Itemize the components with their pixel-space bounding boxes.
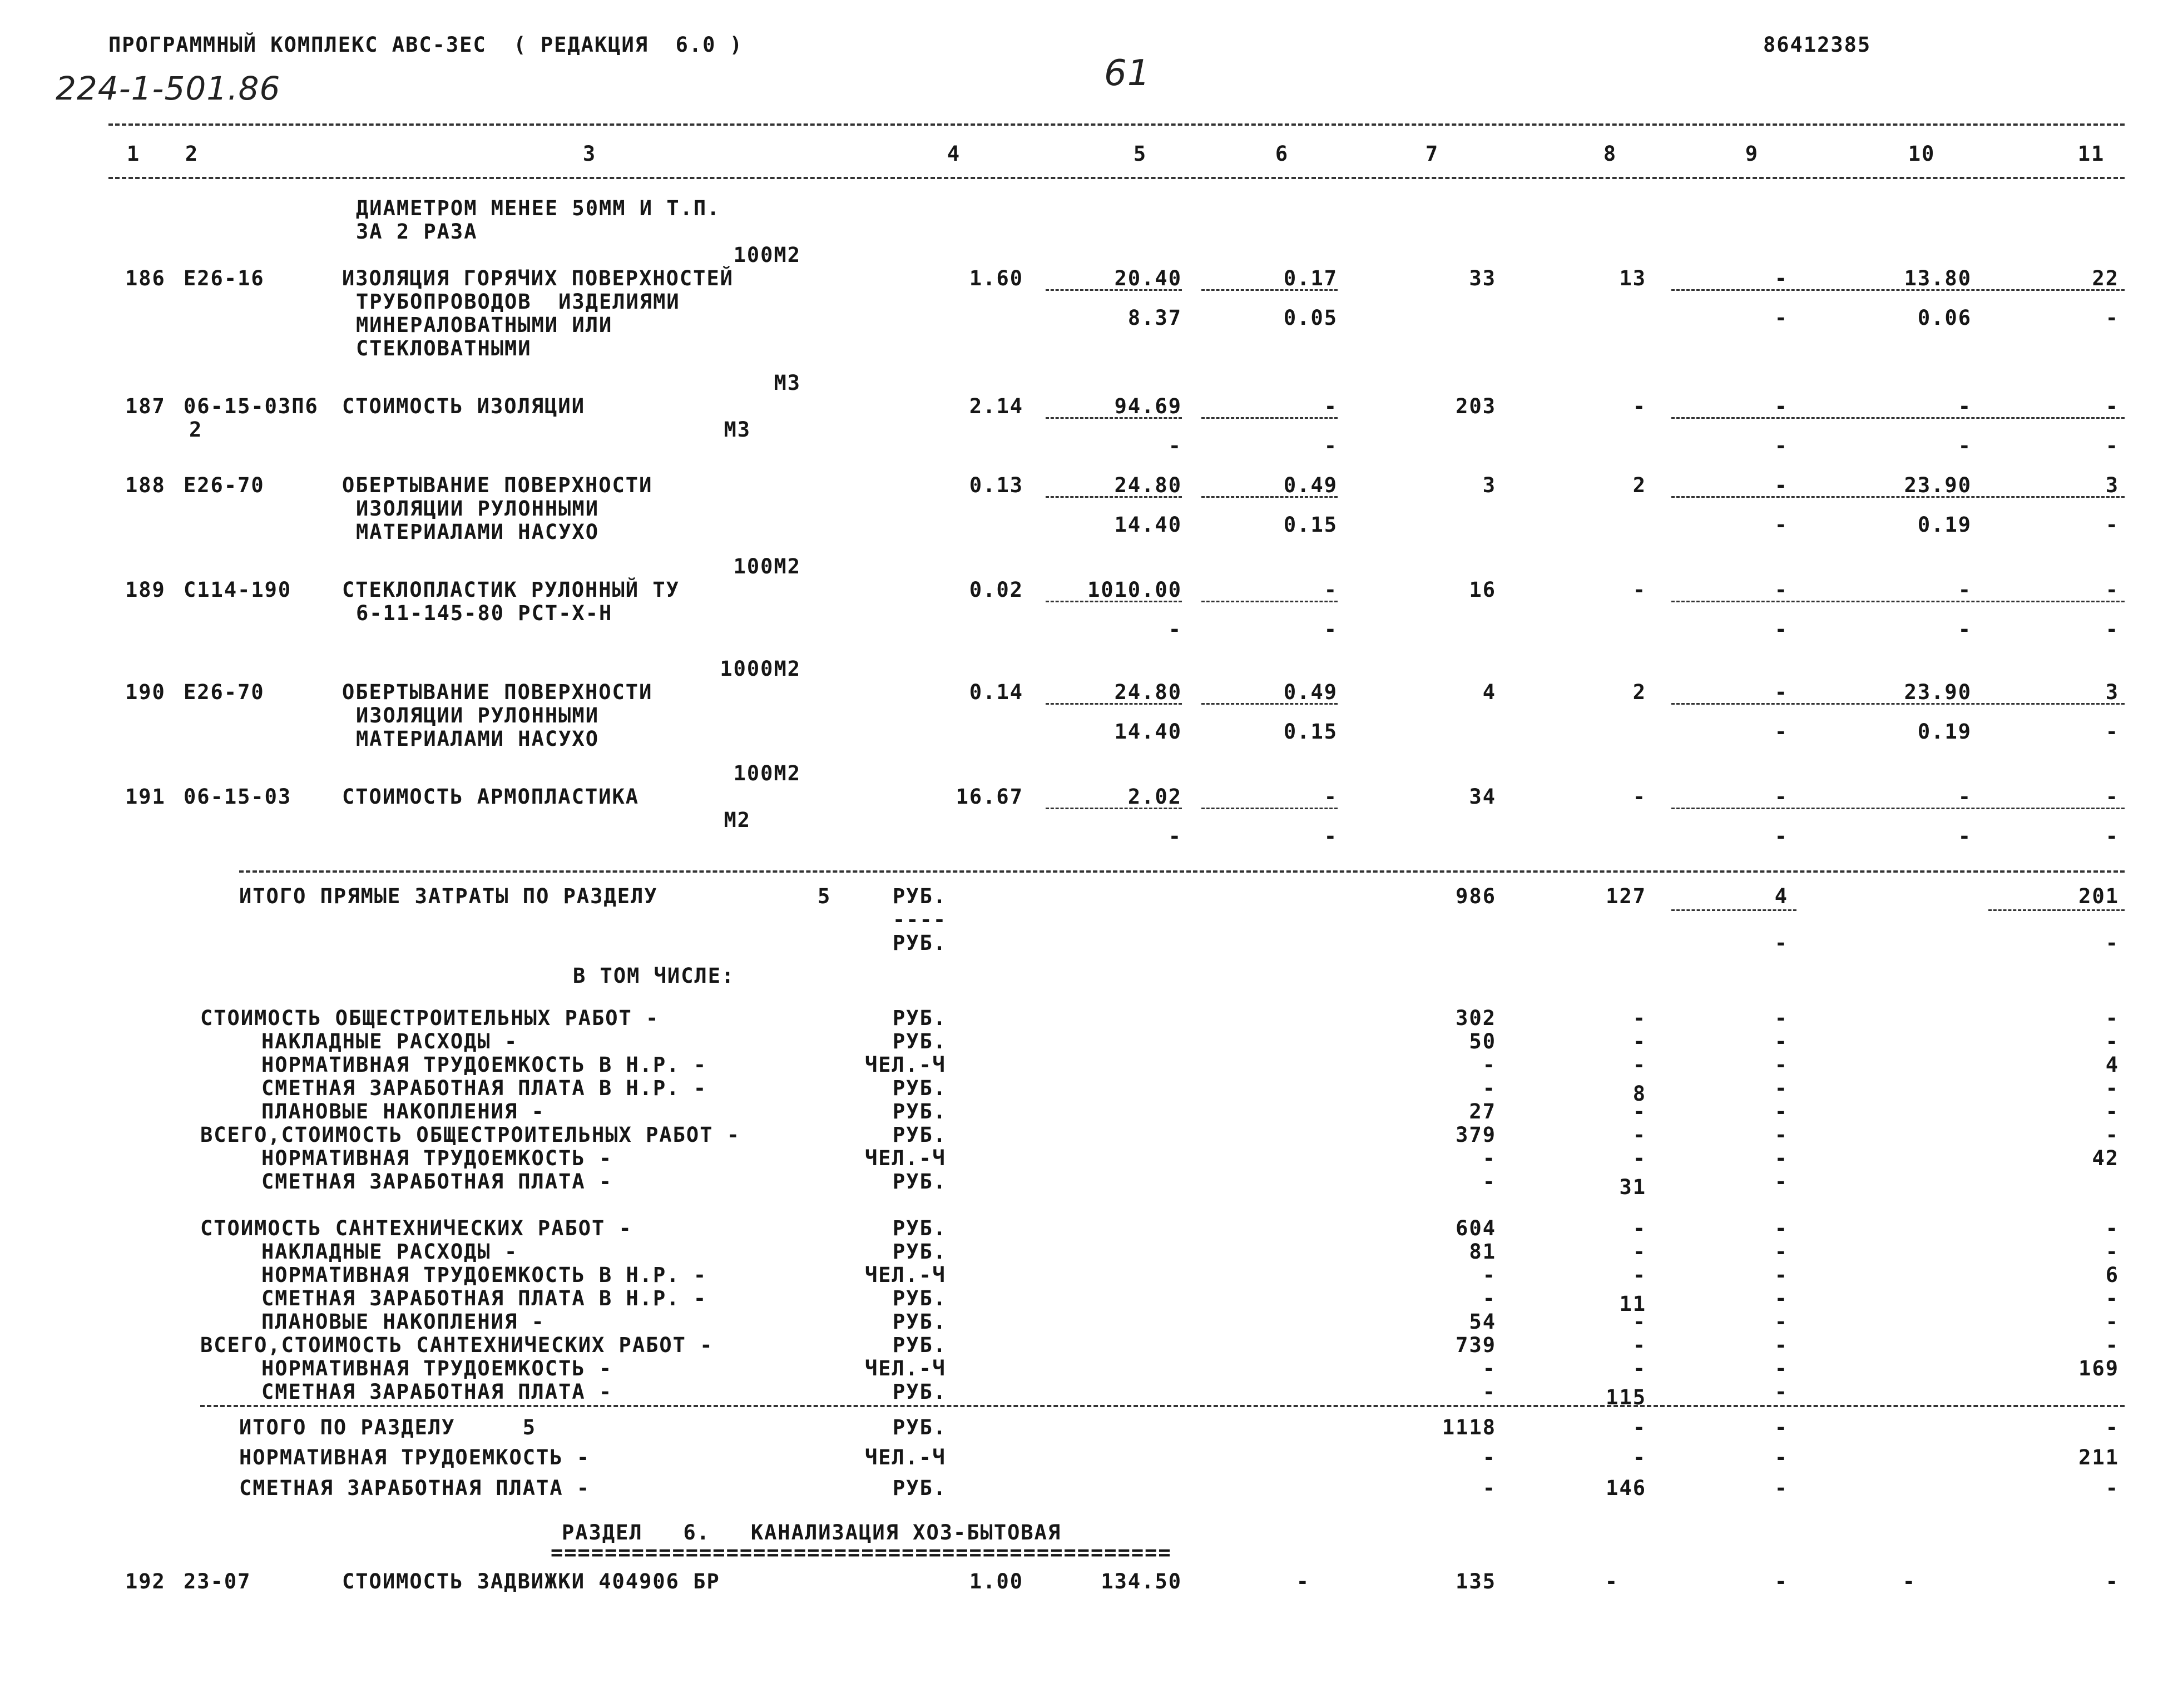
item-quantity: 0.02 — [969, 577, 1023, 602]
breakdown-col8: - — [1632, 1216, 1646, 1240]
item-number: 189 — [125, 577, 166, 602]
item-col6: - — [1296, 1570, 1310, 1593]
direct-total-col11-sub: - — [2105, 931, 2119, 956]
description-continued: ЗА 2 РАЗА — [356, 220, 478, 244]
item-number: 191 — [125, 784, 166, 809]
item-col5-sub: - — [1168, 824, 1182, 848]
item-col10: 23.90 — [1904, 473, 1972, 497]
item-subrule-right — [1671, 703, 2125, 705]
column-header-5: 5 — [1133, 142, 1147, 166]
item-quantity: 0.14 — [969, 680, 1023, 704]
breakdown-col9: - — [1774, 1356, 1788, 1380]
header-top-rule — [108, 123, 2125, 126]
item-quantity: 16.67 — [956, 784, 1023, 809]
breakdown-col8: - — [1632, 1029, 1646, 1053]
item-subrule-left — [1046, 496, 1182, 498]
item-col7: 135 — [1456, 1570, 1496, 1593]
section-total-col11: - — [2105, 1476, 2119, 1500]
item-description: СТЕКЛОВАТНЫМИ — [356, 336, 532, 360]
breakdown-col8: - — [1632, 1099, 1646, 1123]
item-col5-sub: - — [1168, 617, 1182, 642]
column-header-6: 6 — [1275, 142, 1289, 166]
breakdown-label: НОРМАТИВНАЯ ТРУДОЕМКОСТЬ - — [261, 1146, 613, 1170]
item-col5-sub: 14.40 — [1114, 720, 1182, 744]
item-col9: - — [1774, 394, 1788, 418]
item-subrule-left — [1046, 289, 1182, 291]
column-header-11: 11 — [2077, 142, 2105, 166]
breakdown-col11: - — [2105, 1333, 2119, 1357]
section-total-unit: ЧЕЛ.-Ч — [865, 1445, 946, 1470]
item-col8: 2 — [1632, 473, 1646, 497]
breakdown-col9: - — [1774, 1333, 1788, 1357]
breakdown-col9: - — [1774, 1263, 1788, 1287]
section-6-underline: ============================================== — [551, 1540, 1172, 1565]
program-title: ПРОГРАММНЫЙ КОМПЛЕКС АВС-3ЕС ( РЕДАКЦИЯ 6.0 ) — [108, 33, 743, 57]
direct-total-col9-sub: - — [1774, 931, 1788, 956]
item-unit: М3 — [724, 418, 751, 442]
breakdown-col7: - — [1482, 1169, 1496, 1194]
item-description: ТРУБОПРОВОДОВ ИЗДЕЛИЯМИ — [356, 290, 680, 314]
breakdown-col8: 8 — [1632, 1081, 1646, 1106]
breakdown-col8: - — [1632, 1052, 1646, 1077]
breakdown-unit: ЧЕЛ.-Ч — [865, 1356, 946, 1380]
item-col7: 16 — [1469, 577, 1496, 602]
page-number: 61 — [1104, 53, 1151, 94]
item-col8: - — [1632, 577, 1646, 602]
breakdown-col8: 11 — [1619, 1291, 1646, 1316]
item-unit-above: 100М2 — [733, 554, 801, 578]
item-description: МАТЕРИАЛАМИ НАСУХО — [356, 519, 599, 544]
breakdown-col9: - — [1774, 1122, 1788, 1147]
direct-total-unit-2: РУБ. — [893, 931, 947, 956]
column-header-2: 2 — [185, 142, 199, 166]
breakdown-col11: - — [2105, 1122, 2119, 1147]
item-subrule-right — [1671, 808, 2125, 809]
column-header-8: 8 — [1603, 142, 1617, 166]
breakdown-col7: 302 — [1456, 1006, 1496, 1030]
breakdown-col9: - — [1774, 1029, 1788, 1053]
breakdown-col9: - — [1774, 1146, 1788, 1170]
item-col11-sub: - — [2105, 824, 2119, 848]
item-description: 6-11-145-80 РСТ-Х-Н — [356, 601, 613, 625]
item-col11-sub: - — [2105, 617, 2119, 642]
breakdown-col11: 169 — [2078, 1356, 2119, 1380]
breakdown-col11: - — [2105, 1239, 2119, 1264]
breakdown-col8: 115 — [1606, 1385, 1646, 1409]
breakdown-unit: РУБ. — [893, 1216, 947, 1240]
direct-total-dashes: ---- — [893, 908, 947, 932]
item-code: С114-190 — [184, 577, 292, 602]
item-col9: - — [1774, 784, 1788, 809]
direct-total-section: 5 — [818, 884, 831, 909]
breakdown-col8: - — [1632, 1146, 1646, 1170]
item-col11-sub: - — [2105, 434, 2119, 458]
item-col10-sub: 0.19 — [1917, 513, 1972, 537]
breakdown-unit: ЧЕЛ.-Ч — [865, 1052, 946, 1077]
item-col10-sub: 0.06 — [1917, 306, 1972, 330]
breakdown-col7: 81 — [1469, 1239, 1496, 1264]
document-code: 86412385 — [1763, 33, 1872, 57]
breakdown-col8: - — [1632, 1239, 1646, 1264]
item-code: Е26-70 — [184, 680, 265, 704]
item-col5-sub: - — [1168, 434, 1182, 458]
item-subrule-right — [1671, 417, 2125, 419]
item-col6-sub: - — [1324, 617, 1338, 642]
section-total-col8: - — [1632, 1445, 1646, 1470]
item-col8: 13 — [1619, 266, 1646, 290]
item-col11-sub: - — [2105, 513, 2119, 537]
item-quantity: 0.13 — [969, 473, 1023, 497]
item-col5-sub: 14.40 — [1114, 513, 1182, 537]
item-description: МАТЕРИАЛАМИ НАСУХО — [356, 726, 599, 751]
item-code: 06-15-03 — [184, 784, 292, 809]
breakdown-col7: - — [1482, 1379, 1496, 1404]
item-col10: - — [1958, 394, 1972, 418]
item-description: ИЗОЛЯЦИЯ ГОРЯЧИХ ПОВЕРХНОСТЕЙ — [342, 266, 734, 290]
item-quantity: 2.14 — [969, 394, 1023, 418]
item-number: 186 — [125, 266, 166, 290]
item-col10-sub: - — [1958, 617, 1972, 642]
breakdown-unit: РУБ. — [893, 1006, 947, 1030]
item-col7: 34 — [1469, 784, 1496, 809]
section-total-col8: - — [1632, 1415, 1646, 1439]
item-col8: - — [1632, 784, 1646, 809]
handwritten-reference: 224-1-501.86 — [56, 70, 281, 107]
breakdown-unit: РУБ. — [893, 1333, 947, 1357]
item-col11: 22 — [2092, 266, 2119, 290]
column-header-1: 1 — [126, 142, 141, 166]
item-subrule-mid — [1201, 808, 1338, 809]
item-unit-above: 100М2 — [733, 761, 801, 785]
section-total-unit: РУБ. — [893, 1476, 947, 1500]
breakdown-col11: - — [2105, 1286, 2119, 1310]
item-subrule-mid — [1201, 496, 1338, 498]
item-description: МИНЕРАЛОВАТНЫМИ ИЛИ — [356, 313, 613, 337]
item-col5-sub: 8.37 — [1127, 306, 1182, 330]
breakdown-col9: - — [1774, 1286, 1788, 1310]
item-subrule-mid — [1201, 417, 1338, 419]
item-code: 23-07 — [184, 1570, 251, 1593]
item-description: СТОИМОСТЬ ИЗОЛЯЦИИ — [342, 394, 585, 418]
breakdown-label: СМЕТНАЯ ЗАРАБОТНАЯ ПЛАТА - — [261, 1379, 613, 1404]
breakdown-col11: - — [2105, 1309, 2119, 1334]
item-col9-sub: - — [1774, 306, 1788, 330]
section-total-col7: - — [1482, 1445, 1496, 1470]
breakdown-col9: - — [1774, 1216, 1788, 1240]
section-total-rule — [200, 1405, 2125, 1407]
item-col9: - — [1774, 266, 1788, 290]
item-col5: 2.02 — [1127, 784, 1182, 809]
direct-total-col11: 201 — [2078, 884, 2119, 909]
item-code: Е26-70 — [184, 473, 265, 497]
item-number: 187 — [125, 394, 166, 418]
item-col5: 24.80 — [1114, 473, 1182, 497]
item-col9-sub: - — [1774, 617, 1788, 642]
breakdown-col8: - — [1632, 1122, 1646, 1147]
item-number: 192 — [125, 1570, 166, 1593]
item-col6-sub: - — [1324, 824, 1338, 848]
direct-total-subrule — [1671, 909, 1796, 911]
item-subrule-right — [1671, 601, 2125, 602]
item-col6: - — [1324, 784, 1338, 809]
breakdown-unit: РУБ. — [893, 1099, 947, 1123]
item-subrule-left — [1046, 808, 1182, 809]
breakdown-col7: 604 — [1456, 1216, 1496, 1240]
breakdown-col8: 31 — [1619, 1175, 1646, 1199]
item-col10-sub: 0.19 — [1917, 720, 1972, 744]
breakdown-col11: 42 — [2092, 1146, 2119, 1170]
item-col5: 134.50 — [1101, 1570, 1182, 1593]
section-total-col8: 146 — [1606, 1476, 1646, 1500]
item-subrule-mid — [1201, 601, 1338, 602]
item-col7: 3 — [1482, 473, 1496, 497]
header-bottom-rule — [108, 177, 2125, 179]
breakdown-col11: - — [2105, 1006, 2119, 1030]
item-col9-sub: - — [1774, 434, 1788, 458]
item-col7: 33 — [1469, 266, 1496, 290]
breakdown-label: НАКЛАДНЫЕ РАСХОДЫ - — [261, 1029, 518, 1053]
breakdown-col9: - — [1774, 1006, 1788, 1030]
breakdown-label: СМЕТНАЯ ЗАРАБОТНАЯ ПЛАТА В Н.Р. - — [261, 1286, 707, 1310]
breakdown-col8: - — [1632, 1263, 1646, 1287]
breakdown-label: ВСЕГО,СТОИМОСТЬ САНТЕХНИЧЕСКИХ РАБОТ - — [200, 1333, 714, 1357]
item-col7: 4 — [1482, 680, 1496, 704]
breakdown-col8: - — [1632, 1356, 1646, 1380]
item-col10: - — [1958, 784, 1972, 809]
item-number: 190 — [125, 680, 166, 704]
item-quantity: 1.60 — [969, 266, 1023, 290]
section-total-col9: - — [1774, 1415, 1788, 1439]
direct-total-col7: 986 — [1456, 884, 1496, 909]
breakdown-unit: РУБ. — [893, 1286, 947, 1310]
item-subrule-left — [1046, 601, 1182, 602]
breakdown-unit: ЧЕЛ.-Ч — [865, 1146, 946, 1170]
item-col9-sub: - — [1774, 824, 1788, 848]
item-description: СТЕКЛОПЛАСТИК РУЛОННЫЙ ТУ — [342, 577, 680, 602]
breakdown-col7: 379 — [1456, 1122, 1496, 1147]
breakdown-col7: 50 — [1469, 1029, 1496, 1053]
direct-total-subrule-right — [1988, 909, 2125, 911]
breakdown-col7: 27 — [1469, 1099, 1496, 1123]
breakdown-col9: - — [1774, 1379, 1788, 1404]
item-unit-above: 1000М2 — [720, 656, 801, 681]
breakdown-unit: РУБ. — [893, 1379, 947, 1404]
item-col9: - — [1774, 1570, 1788, 1593]
breakdown-unit: РУБ. — [893, 1169, 947, 1194]
breakdown-col9: - — [1774, 1169, 1788, 1194]
item-code-suffix: 2 — [189, 418, 203, 442]
breakdown-label: НОРМАТИВНАЯ ТРУДОЕМКОСТЬ В Н.Р. - — [261, 1263, 707, 1287]
breakdown-col11: - — [2105, 1029, 2119, 1053]
item-col5: 20.40 — [1114, 266, 1182, 290]
item-col9: - — [1774, 473, 1788, 497]
breakdown-label: ПЛАНОВЫЕ НАКОПЛЕНИЯ - — [261, 1309, 545, 1334]
item-subrule-left — [1046, 417, 1182, 419]
item-col6-sub: 0.15 — [1283, 720, 1338, 744]
column-header-9: 9 — [1745, 142, 1759, 166]
breakdown-col7: - — [1482, 1052, 1496, 1077]
breakdown-unit: ЧЕЛ.-Ч — [865, 1263, 946, 1287]
direct-total-unit: РУБ. — [893, 884, 947, 909]
section-total-col7: - — [1482, 1476, 1496, 1500]
breakdown-col7: - — [1482, 1356, 1496, 1380]
item-col6: - — [1324, 577, 1338, 602]
item-col11: - — [2105, 1570, 2119, 1593]
breakdown-label: СМЕТНАЯ ЗАРАБОТНАЯ ПЛАТА - — [261, 1169, 613, 1194]
item-col10-sub: - — [1958, 824, 1972, 848]
section-total-col9: - — [1774, 1476, 1788, 1500]
breakdown-label: ПЛАНОВЫЕ НАКОПЛЕНИЯ - — [261, 1099, 545, 1123]
item-col11: - — [2105, 394, 2119, 418]
breakdown-label: НОРМАТИВНАЯ ТРУДОЕМКОСТЬ - — [261, 1356, 613, 1380]
item-subrule-left — [1046, 703, 1182, 705]
section-total-col11: 211 — [2078, 1445, 2119, 1470]
item-description: ИЗОЛЯЦИИ РУЛОННЫМИ — [356, 703, 599, 727]
item-unit-above: М3 — [774, 371, 801, 395]
item-subrule-mid — [1201, 289, 1338, 291]
item-col6: 0.49 — [1283, 473, 1338, 497]
breakdown-unit: РУБ. — [893, 1122, 947, 1147]
breakdown-col9: - — [1774, 1052, 1788, 1077]
column-header-7: 7 — [1425, 142, 1439, 166]
description-continued: ДИАМЕТРОМ МЕНЕЕ 50ММ И Т.П. — [356, 196, 721, 220]
breakdown-col7: - — [1482, 1076, 1496, 1100]
item-col9-sub: - — [1774, 720, 1788, 744]
breakdown-unit: РУБ. — [893, 1239, 947, 1264]
item-subrule-right — [1671, 496, 2125, 498]
breakdown-col8: - — [1632, 1333, 1646, 1357]
breakdown-col9: - — [1774, 1076, 1788, 1100]
breakdown-col7: - — [1482, 1263, 1496, 1287]
item-description: ИЗОЛЯЦИИ РУЛОННЫМИ — [356, 496, 599, 521]
breakdown-unit: РУБ. — [893, 1029, 947, 1053]
item-code: Е26-16 — [184, 266, 265, 290]
item-col6-sub: 0.15 — [1283, 513, 1338, 537]
item-col5: 24.80 — [1114, 680, 1182, 704]
item-description: ОБЕРТЫВАНИЕ ПОВЕРХНОСТИ — [342, 473, 653, 497]
item-col11: - — [2105, 577, 2119, 602]
section-total-col9: - — [1774, 1445, 1788, 1470]
breakdown-col8: - — [1632, 1006, 1646, 1030]
direct-total-col9: 4 — [1774, 884, 1788, 909]
item-col8: 2 — [1632, 680, 1646, 704]
section-total-unit: РУБ. — [893, 1415, 947, 1439]
including-label: В ТОМ ЧИСЛЕ: — [573, 964, 735, 988]
item-col5: 1010.00 — [1087, 577, 1182, 602]
breakdown-col11: - — [2105, 1099, 2119, 1123]
section-6-title: РАЗДЕЛ 6. КАНАЛИЗАЦИЯ ХОЗ-БЫТОВАЯ — [562, 1520, 1062, 1544]
item-col10: - — [1902, 1570, 1916, 1593]
item-col6-sub: 0.05 — [1283, 306, 1338, 330]
item-subrule-right — [1671, 289, 2125, 291]
item-col6: 0.17 — [1283, 266, 1338, 290]
item-subrule-mid — [1201, 703, 1338, 705]
item-col10: - — [1958, 577, 1972, 602]
breakdown-label: СМЕТНАЯ ЗАРАБОТНАЯ ПЛАТА В Н.Р. - — [261, 1076, 707, 1100]
item-col10-sub: - — [1958, 434, 1972, 458]
item-col9-sub: - — [1774, 513, 1788, 537]
breakdown-col8: - — [1632, 1309, 1646, 1334]
section-total-col7: 1118 — [1442, 1415, 1496, 1439]
item-unit-above: 100М2 — [733, 243, 801, 267]
item-col11-sub: - — [2105, 720, 2119, 744]
breakdown-col11: - — [2105, 1076, 2119, 1100]
item-col6: - — [1324, 394, 1338, 418]
breakdown-label: НОРМАТИВНАЯ ТРУДОЕМКОСТЬ В Н.Р. - — [261, 1052, 707, 1077]
item-unit: М2 — [724, 808, 751, 832]
direct-total-col8: 127 — [1606, 884, 1646, 909]
breakdown-col11: 4 — [2105, 1052, 2119, 1077]
breakdown-col9: - — [1774, 1239, 1788, 1264]
breakdown-label: НАКЛАДНЫЕ РАСХОДЫ - — [261, 1239, 518, 1264]
item-col8: - — [1632, 394, 1646, 418]
item-col11: 3 — [2105, 473, 2119, 497]
breakdown-unit: РУБ. — [893, 1076, 947, 1100]
breakdown-col7: - — [1482, 1146, 1496, 1170]
item-col6-sub: - — [1324, 434, 1338, 458]
column-header-4: 4 — [947, 142, 961, 166]
section-total-col11: - — [2105, 1415, 2119, 1439]
direct-total-label: ИТОГО ПРЯМЫЕ ЗАТРАТЫ ПО РАЗДЕЛУ — [239, 884, 658, 909]
item-col11-sub: - — [2105, 306, 2119, 330]
breakdown-label: ВСЕГО,СТОИМОСТЬ ОБЩЕСТРОИТЕЛЬНЫХ РАБОТ - — [200, 1122, 741, 1147]
item-number: 188 — [125, 473, 166, 497]
item-description: СТОИМОСТЬ ЗАДВИЖКИ 404906 БР — [342, 1570, 720, 1593]
item-quantity: 1.00 — [969, 1570, 1023, 1593]
item-col5: 94.69 — [1114, 394, 1182, 418]
item-col10: 23.90 — [1904, 680, 1972, 704]
item-col6: 0.49 — [1283, 680, 1338, 704]
breakdown-col11: 6 — [2105, 1263, 2119, 1287]
item-col10: 13.80 — [1904, 266, 1972, 290]
item-description: СТОИМОСТЬ АРМОПЛАСТИКА — [342, 784, 640, 809]
section-total-label: ИТОГО ПО РАЗДЕЛУ 5 — [239, 1415, 537, 1439]
breakdown-col7: 54 — [1469, 1309, 1496, 1334]
breakdown-col9: - — [1774, 1099, 1788, 1123]
breakdown-label: СТОИМОСТЬ САНТЕХНИЧЕСКИХ РАБОТ - — [200, 1216, 632, 1240]
item-description: ОБЕРТЫВАНИЕ ПОВЕРХНОСТИ — [342, 680, 653, 704]
breakdown-col11: - — [2105, 1216, 2119, 1240]
item-col11: 3 — [2105, 680, 2119, 704]
item-col7: 203 — [1456, 394, 1496, 418]
item-col8: - — [1605, 1570, 1618, 1593]
section-total-label: НОРМАТИВНАЯ ТРУДОЕМКОСТЬ - — [239, 1445, 591, 1470]
breakdown-label: СТОИМОСТЬ ОБЩЕСТРОИТЕЛЬНЫХ РАБОТ - — [200, 1006, 660, 1030]
item-col9: - — [1774, 680, 1788, 704]
breakdown-col7: 739 — [1456, 1333, 1496, 1357]
breakdown-unit: РУБ. — [893, 1309, 947, 1334]
breakdown-col9: - — [1774, 1309, 1788, 1334]
section-total-label: СМЕТНАЯ ЗАРАБОТНАЯ ПЛАТА - — [239, 1476, 591, 1500]
direct-total-top-rule — [239, 870, 2125, 873]
item-col9: - — [1774, 577, 1788, 602]
item-code: 06-15-03П6 — [184, 394, 319, 418]
column-header-3: 3 — [582, 142, 597, 166]
column-header-10: 10 — [1908, 142, 1936, 166]
item-col11: - — [2105, 784, 2119, 809]
breakdown-col7: - — [1482, 1286, 1496, 1310]
